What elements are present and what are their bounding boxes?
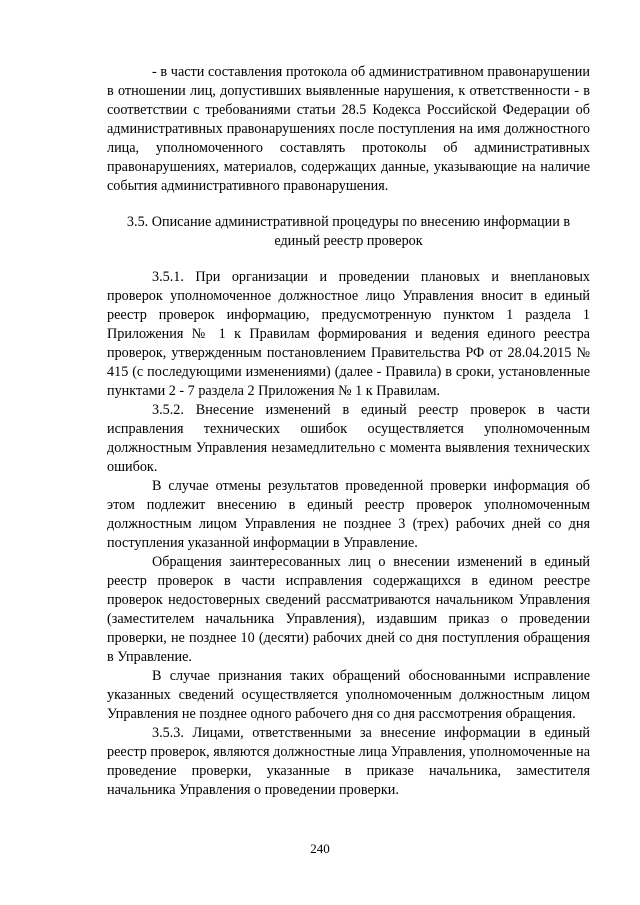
- section-heading-3-5: 3.5. Описание административной процедуры по внесению информации в единый реестр проверок: [126, 214, 571, 249]
- paragraph-protocol: - в части составления протокола об административном правонарушении в отношении лиц, допустивших выявленные нарушения, к ответственности - в соответствии с требованиями статьи 28.5 Кодекса Российской Федерации об административных правонарушениях после поступления на имя должностного лица, уполномоченного составлять протоколы об административных правонарушениях, материалов, содержащих данные, указывающие на наличие события административного правонарушения.: [107, 64, 590, 194]
- page-number: 240: [310, 841, 330, 856]
- paragraph-3-5-3: 3.5.3. Лицами, ответственными за внесение информации в единый реестр проверок, являются должностные лица Управления, уполномоченные на проведение проверки, указанные в приказе начальника, заместителя начальника Управления о проведении проверки.: [107, 725, 590, 798]
- paragraph-requests: Обращения заинтересованных лиц о внесении изменений в единый реестр проверок в части исправления содержащихся в едином реестре проверок недостоверных сведений рассматриваются начальником Управления (заместителем начальника Управления), издавшим приказ о проведении проверки, не позднее 10 (десяти) рабочих дней со дня поступления обращения в Управление.: [107, 554, 590, 665]
- paragraph-3-5-1: 3.5.1. При организации и проведении плановых и внеплановых проверок уполномоченное должностное лицо Управления вносит в единый реестр проверок информацию, предусмотренную пунктом 1 раздела 1 Приложения № 1 к Правилам формирования и ведения единого реестра проверок, утвержденным постановлением Правительства РФ от 28.04.2015 № 415 (с последующими изменениями) (далее - Правила) в сроки, установленные пунктами 2 - 7 раздела 2 Приложения № 1 к Правилам.: [107, 269, 590, 399]
- paragraph-recognition: В случае признания таких обращений обоснованными исправление указанных сведений осуществляется уполномоченным должностным лицом Управления не позднее одного рабочего дня со дня рассмотрения обращения.: [107, 668, 590, 722]
- paragraph-3-5-2: 3.5.2. Внесение изменений в единый реестр проверок в части исправления технических ошибок осуществляется уполномоченным должностным Управления незамедлительно с момента выявления технических ошибок.: [107, 402, 590, 475]
- paragraph-cancellation: В случае отмены результатов проведенной проверки информация об этом подлежит внесению в единый реестр проверок уполномоченным должностным лицом Управления не позднее 3 (трех) рабочих дней со дня поступления указанной информации в Управление.: [107, 478, 590, 551]
- document-body: [107, 63, 590, 800]
